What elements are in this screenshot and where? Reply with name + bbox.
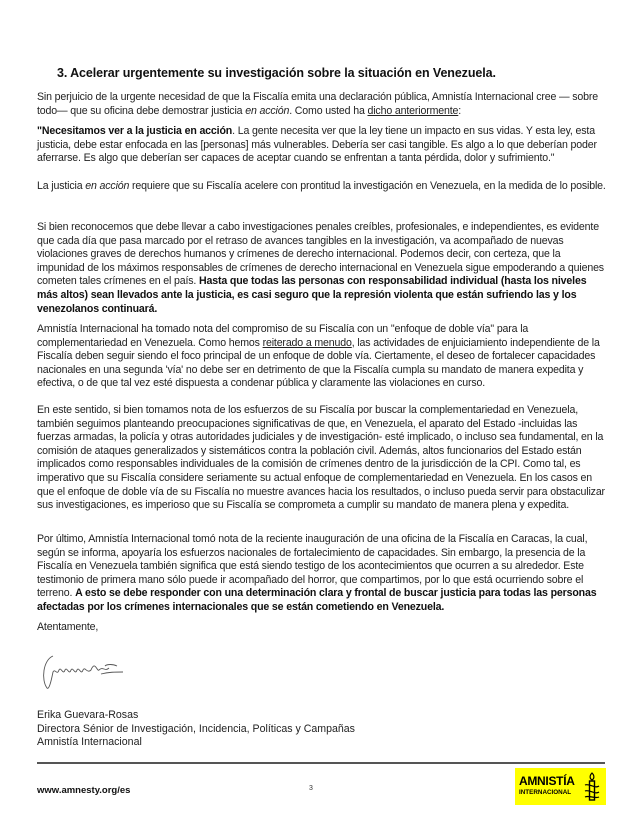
footer-url-link[interactable]: www.amnesty.org/es xyxy=(37,785,131,796)
text: La justicia xyxy=(37,180,86,192)
closing: Atentamente, xyxy=(37,621,99,633)
text: : xyxy=(458,104,462,117)
paragraph-7 xyxy=(37,533,607,615)
bold-text: A esto se debe responder con una determinación clara y frontal de buscar justicia para todas las personas afectadas por los crímenes internacionales que se están cometiendo en Venezuela. xyxy=(37,587,597,613)
italic-text: en acción xyxy=(85,180,130,192)
signer-org: Amnistía Internacional xyxy=(37,736,142,749)
signer-title: Directora Sénior de Investigación, Incidencia, Políticas y Campañas xyxy=(37,722,355,735)
page-number: 3 xyxy=(309,785,313,792)
text: Amnistía Internacional ha tomado nota del compromiso de su Fiscalía con un "enfoque de doble vía" para la complementariedad en Venezuela. Como hemos xyxy=(37,323,529,349)
paragraph-3 xyxy=(37,180,607,194)
bold-text: Hasta que todas las personas con responsabilidad individual (hasta los niveles más altos) sean llevados ante la justicia, es casi seguro que la represión violenta que están sufriendo las y los venezolanos continuará. xyxy=(37,275,587,315)
paragraph-5 xyxy=(37,323,607,391)
logo-line-1: AMNISTÍA xyxy=(519,774,575,788)
text: requiere que su Fiscalía acelere con prontitud la investigación en Venezuela, en la medida de lo posible. xyxy=(129,180,606,192)
paragraph-6: En este sentido, si bien tomamos nota de los esfuerzos de su Fiscalía por buscar la complementariedad en Venezuela, también seguimos planteando preocupaciones significativas de que, en Venezuela, el aparato del Estado -incluidas las fuerzas armadas, la policía y otras autoridades judiciales y de investigación- esté implicado, o incluso sea fundamental, en la comisión de ataques generalizados y sistemáticos contra la población civil. Además, altos funcionarios del Estado están implicados como responsables individuales de la comisión de crímenes dentro de la jurisdicción de la CPI. Como tal, es imperativo que su Fiscalía considere seriamente su actual enfoque de complementariedad en Venezuela. En los casos en que el enfoque de doble vía de su Fiscalía no muestre avances hacia los resultados, o incluso pueda servir para obstaculizar sus investigaciones, es imperioso que su Fiscalía se comprometa a cumplir su mandato de manera plena y expedita. xyxy=(37,404,605,512)
signature-image xyxy=(39,650,129,692)
text: Por último, Amnistía Internacional tomó nota de la reciente inauguración de una oficina de la Fiscalía en Caracas, la cual, según se informa, apoyaría los esfuerzos nacionales de fortalecimiento de capacidades. Sin embargo, la presencia de la Fiscalía en Venezuela también significa que está siendo testigo de los acontecimientos que ocurren a su alrededor. Este testimonio de primera mano sólo puede ir acompañado del horror, que compartimos, por lo que está ocurriendo sobre el terreno. xyxy=(37,533,588,600)
quote-paragraph xyxy=(37,125,607,166)
link-dicho-anteriormente[interactable]: dicho anteriormente xyxy=(367,104,459,117)
footer-divider xyxy=(37,762,605,764)
text: . Como usted ha xyxy=(289,104,368,117)
quote-text: . La gente necesita ver que la ley tiene un impacto en sus vidas. Y esta ley, esta justicia, debe estar enfocada en las [personas] más vulnerables. Debería ser casi tangible. Es algo a lo que deberían poder aferrarse. Es algo que deberían ser capaces de aceptar cuando se enfrentan a tanta pérdida, dolor y sufrimiento." xyxy=(37,125,597,165)
candle-barbed-wire-icon xyxy=(583,772,601,802)
text: Sin perjuicio de la urgente necesidad de que la Fiscalía emita una declaración pública, Amnistía Internacional cree — sobre todo— que su oficina debe demostrar justicia xyxy=(37,91,599,117)
section-heading: 3. Acelerar urgentemente su investigación sobre la situación en Venezuela. xyxy=(57,66,496,80)
signer-name: Erika Guevara-Rosas xyxy=(37,709,139,721)
paragraph-4 xyxy=(37,221,607,316)
text: Si bien reconocemos que debe llevar a cabo investigaciones penales creíbles, profesionales, e independientes, es evidente que cada día que pasa marcado por el retraso de avances tangibles en la investigación, va acompañado de nuevas violaciones graves de derechos humanos y crímenes de derecho internacional. Podemos decir, con certeza, que la impunidad de los máximos responsables de crímenes de derecho internacional en Venezuela sigue empoderando a quienes cometen tales crímenes en el país. xyxy=(37,221,604,288)
quote-bold: "Necesitamos ver a la justicia en acción xyxy=(37,125,233,137)
paragraph-1 xyxy=(37,91,607,118)
link-reiterado-a-menudo[interactable]: reiterado a menudo xyxy=(262,336,352,349)
italic-text: en acción xyxy=(245,104,290,117)
signer-block xyxy=(37,709,355,750)
text: , las actividades de enjuiciamiento independiente de la Fiscalía deben seguir siendo el foco principal de un enfoque de doble vía. Ciertamente, el deseo de fortalecer capacidades nacionales en una segunda 'vía' no debe ser en detrimento de que la Fiscalía cumpla su mandato de manera expedita y efectiva, o de que tal vez esté dispuesta a condenar pública y claramente las violaciones en curso. xyxy=(37,336,600,390)
logo-line-2: INTERNACIONAL xyxy=(519,789,572,796)
amnesty-logo xyxy=(515,768,606,805)
